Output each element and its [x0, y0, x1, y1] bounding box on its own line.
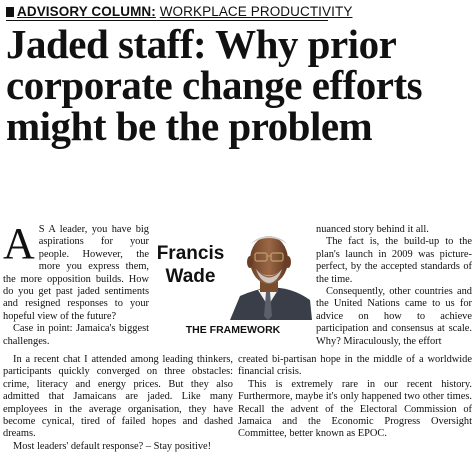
square-bullet-icon — [6, 7, 14, 17]
column-kicker — [6, 3, 353, 20]
article-lower-right — [238, 354, 472, 441]
article-paragraph: Case in point: Jamaica's biggest challenges. — [3, 323, 149, 347]
article-paragraph: nuanced story behind it all. — [316, 224, 429, 235]
author-name — [154, 242, 227, 288]
article-paragraph: This is extremely rare in our recent history. Furthermore, maybe it's only happened two other times. Recall the advent of the Electoral Commission of Jamaica and the Economic Progress Oversight Committee, better known as EPOC. — [238, 378, 472, 440]
drop-cap: A — [3, 219, 35, 268]
article-lower-section — [3, 354, 472, 453]
author-last-name: Wade — [165, 266, 216, 287]
article-paragraph: created bi-partisan hope in the middle of a worldwide financial crisis. — [238, 354, 472, 378]
article-paragraph: Consequently, other countries and the United Nations came to us for advice on how to achieve participation and consensus at scale. Why? Miraculously, the effort — [316, 286, 472, 347]
kicker-column-label: ADVISORY COLUMN: — [17, 4, 156, 19]
headline: Jaded staff: Why prior corporate change efforts might be the problem — [6, 21, 423, 149]
article-paragraph: Most leaders' default response? – Stay positive! — [13, 440, 212, 452]
kicker-section-label: WORKPLACE PRODUCTIVITY — [159, 4, 353, 19]
author-first-name: Francis — [156, 243, 225, 264]
article-column-right — [316, 224, 472, 348]
article-lower-left — [3, 354, 233, 453]
article-paragraph: In a recent chat I attended among leading thinkers, participants quickly converged on three obstacles: crime, literacy and energy prices. But they also admitted that Jamaicans are jaded. Like many employees in the average organisation, they have become cynical, tired of failed hopes and dashed dreams. — [3, 354, 233, 440]
article-paragraph-intro: S A leader, you have big aspirations for your people. However, the more you express them, the more opposition builds. How do you get past jaded sentiments and resigned responses to your hopeful view of the future? — [3, 224, 149, 322]
article-paragraph: The fact is, the build-up to the plan's launch in 2009 was picture-perfect, by the accepted standards of the time. — [316, 236, 472, 285]
column-name: THE FRAMEWORK — [185, 324, 281, 336]
article-column-left — [3, 219, 149, 348]
